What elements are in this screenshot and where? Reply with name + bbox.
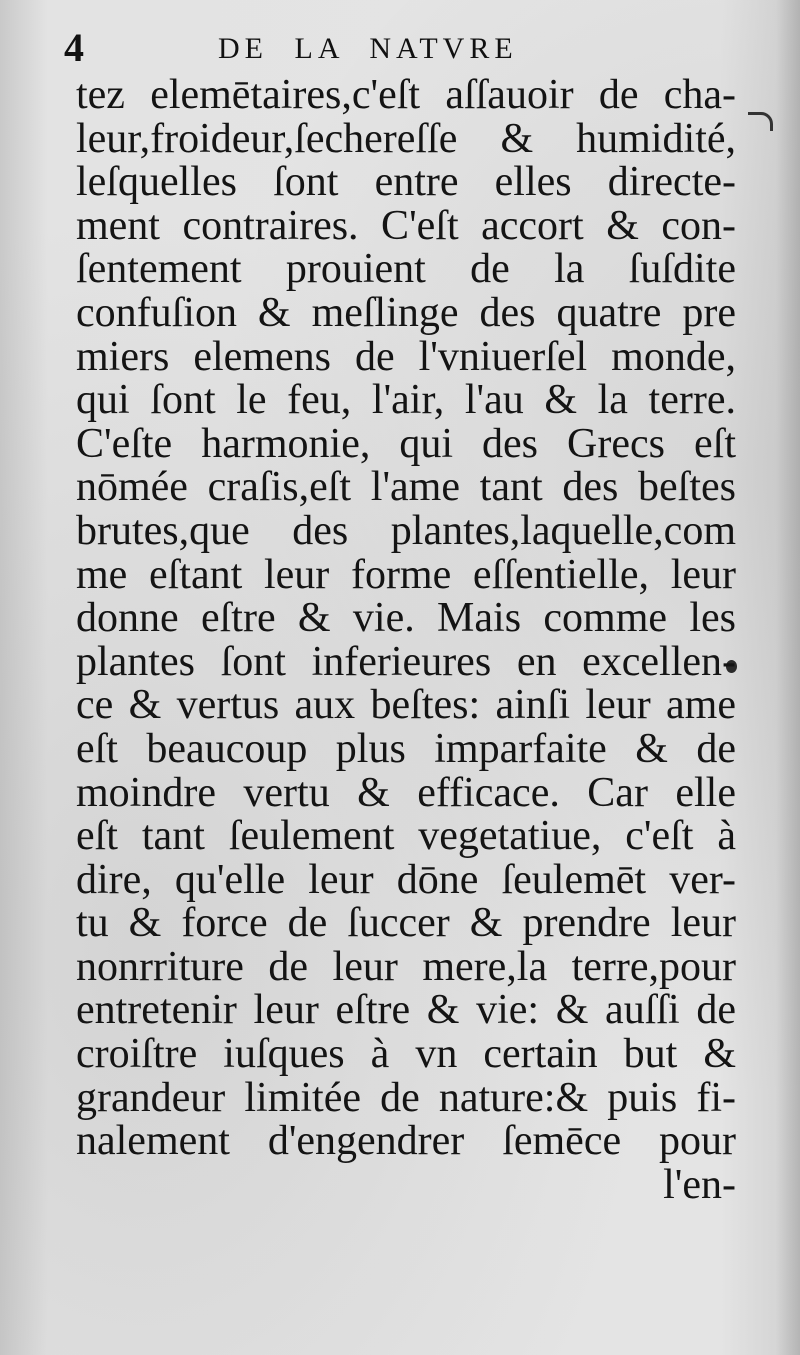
text-line: brutes,que des plantes,laquelle,com (76, 507, 736, 554)
show-through-text (736, 60, 800, 820)
text-line: nōmée craſis,eſt l'ame tant des beſtes (76, 464, 736, 511)
page-header (64, 25, 624, 70)
text-line: grandeur limitée de nature:& puis fi- (76, 1074, 736, 1121)
margin-mark (748, 112, 773, 131)
text-line: me eſtant leur forme eſſentielle, leur (76, 551, 736, 598)
text-line: nalement d'engendrer ſemēce pour (76, 1118, 736, 1165)
text-line: tez elemētaires,c'eſt aſſauoir de cha- (76, 72, 736, 118)
text-line: nonrriture de leur mere,la terre,pour (76, 943, 736, 990)
text-line: tu & force de ſuccer & prendre leur (76, 900, 736, 947)
text-line: dire, qu'elle leur dōne ſeulemēt ver- (76, 856, 736, 903)
text-line: C'eſte harmonie, qui des Grecs eſt (76, 420, 736, 467)
text-line: entretenir leur eſtre & vie: & auſſi de (76, 987, 736, 1034)
text-line: plantes ſont inferieures en excellen- (76, 638, 736, 685)
text-line: ſentement prouient de la ſuſdite (76, 246, 736, 293)
text-line: ce & vertus aux beſtes: ainſi leur ame (76, 682, 736, 729)
text-line: eſt tant ſeulement vegetatiue, c'eſt à (76, 813, 736, 860)
text-line: confuſion & meſlinge des quatre pre (76, 289, 736, 336)
running-head: DE LA NATVRE (218, 32, 518, 65)
text-line: miers elemens de l'vniuerſel monde, (76, 333, 736, 380)
text-line: leſquelles ſont entre elles directe- (76, 159, 736, 206)
text-line: eſt beaucoup plus imparfaite & de (76, 725, 736, 772)
text-line: ment contraires. C'eſt accort & con- (76, 202, 736, 249)
text-line: moindre vertu & efficace. Car elle (76, 769, 736, 816)
text-line: leur,froideur,ſechereſſe & humidité, (76, 115, 736, 162)
text-line: donne eſtre & vie. Mais comme les (76, 595, 736, 642)
text-line: qui ſont le feu, l'air, l'au & la terre. (76, 377, 736, 424)
text-line: croiſtre iuſques à vn certain but & (76, 1031, 736, 1078)
page-number: 4 (64, 25, 84, 70)
body-text (76, 74, 736, 1207)
catchword: l'en- (663, 1161, 736, 1208)
